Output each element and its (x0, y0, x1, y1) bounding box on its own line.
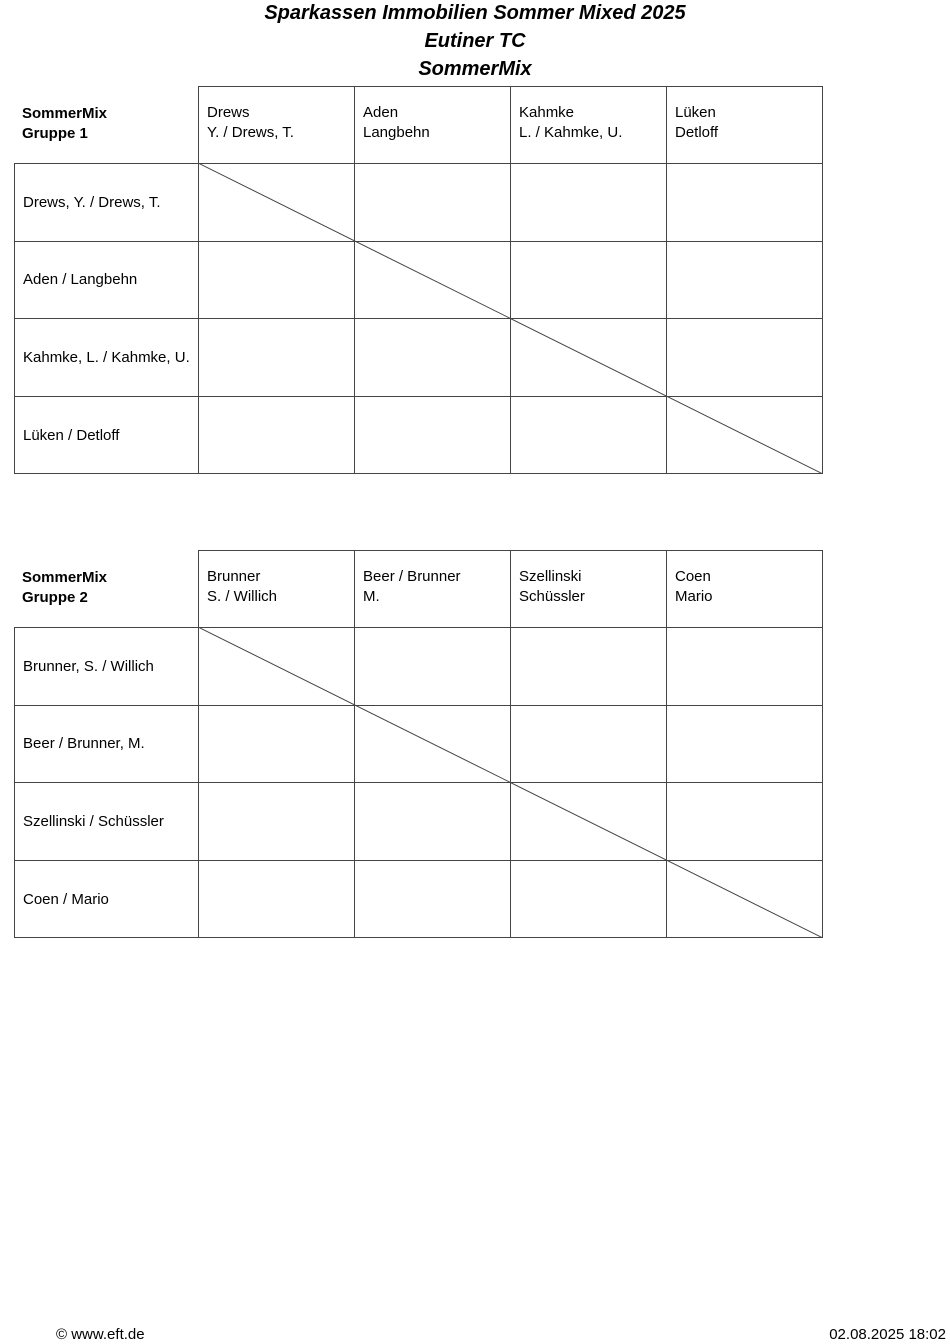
column-header-line2: M. (363, 588, 380, 605)
row-header: Kahmke, L. / Kahmke, U. (14, 318, 198, 396)
column-header (666, 86, 823, 163)
column-header-line2: L. / Kahmke, U. (519, 124, 623, 141)
column-header-line1: Szellinski (519, 568, 582, 585)
column-header-line2: S. / Willich (207, 588, 278, 605)
column-header-line2: Schüssler (519, 588, 585, 605)
group-table-1 (14, 86, 823, 474)
group-label-line1: SommerMix (22, 569, 108, 586)
copyright-link[interactable]: © www.eft.de (56, 1326, 145, 1343)
row-header: Szellinski / Schüssler (14, 782, 198, 860)
column-header-line2: Y. / Drews, T. (207, 124, 294, 141)
column-header (198, 550, 354, 627)
row-header: Brunner, S. / Willich (14, 627, 198, 705)
row-header: Drews, Y. / Drews, T. (14, 163, 198, 241)
column-header-line1: Beer / Brunner (363, 568, 461, 585)
column-header-line1: Coen (675, 568, 711, 585)
column-header (198, 86, 354, 163)
column-header (354, 86, 510, 163)
group-label (14, 550, 198, 627)
competition-name: SommerMix (418, 58, 532, 80)
group-table-2 (14, 550, 823, 938)
club-name: Eutiner TC (424, 30, 526, 52)
row-header: Beer / Brunner, M. (14, 705, 198, 782)
column-header (510, 550, 666, 627)
column-header-line1: Brunner (207, 568, 261, 585)
title-block (0, 0, 950, 84)
column-header (510, 86, 666, 163)
group-label (14, 86, 198, 163)
diagonal-line (198, 163, 823, 474)
column-header (354, 550, 510, 627)
column-header-line2: Detloff (675, 124, 719, 141)
column-header-line2: Langbehn (363, 124, 430, 141)
row-header: Aden / Langbehn (14, 241, 198, 318)
column-header-line2: Mario (675, 588, 713, 605)
column-header (666, 550, 823, 627)
column-header-line1: Aden (363, 104, 399, 121)
print-timestamp: 02.08.2025 18:02 (829, 1326, 946, 1343)
column-header-line1: Kahmke (519, 104, 575, 121)
tournament-title: Sparkassen Immobilien Sommer Mixed 2025 (264, 2, 686, 24)
diagonal-line (198, 627, 823, 938)
group-label-line2: Gruppe 2 (22, 589, 88, 606)
row-header: Lüken / Detloff (14, 396, 198, 474)
group-label-line1: SommerMix (22, 105, 108, 122)
column-header-line1: Drews (207, 104, 250, 121)
group-label-line2: Gruppe 1 (22, 125, 88, 142)
column-header-line1: Lüken (675, 104, 716, 121)
row-header: Coen / Mario (14, 860, 198, 938)
